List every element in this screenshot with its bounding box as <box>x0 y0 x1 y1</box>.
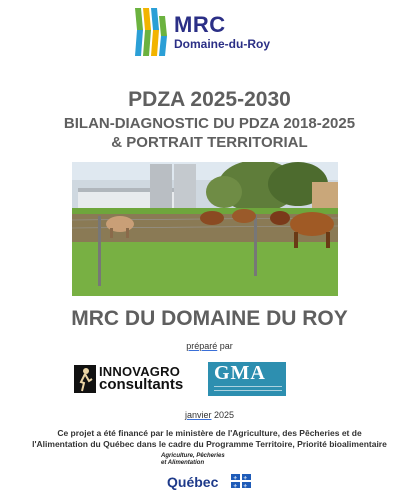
funding-statement: Ce projet a été financé par le ministère de l'Agriculture, des Pêcheries et de l'Alimentation du Québec dans le cadre du Programme Territoire, Priorité bioalimentaire <box>32 428 387 449</box>
quebec-flag-icon <box>231 474 251 488</box>
innovagro-subtitle: consultants <box>99 376 184 393</box>
svg-text:⚜: ⚜ <box>243 475 248 482</box>
prepared-by <box>0 341 419 351</box>
document-subtitle-line1: BILAN-DIAGNOSTIC DU PDZA 2018-2025 <box>63 115 356 132</box>
document-subtitle-line2: & PORTRAIT TERRITORIAL <box>111 134 308 151</box>
logo-subtitle: Domaine-du-Roy <box>174 37 270 51</box>
farm-photo <box>72 162 338 296</box>
quebec-name: Québec <box>167 474 219 490</box>
logo-name: MRC <box>174 12 226 37</box>
date-year: 2025 <box>211 410 235 420</box>
gma-tagline-lines <box>214 386 282 391</box>
gma-name: GMA <box>214 362 266 384</box>
mrc-logo-mark-icon <box>132 6 172 60</box>
innovagro-name: INNOVAGRO <box>99 364 181 379</box>
svg-text:⚜: ⚜ <box>233 483 238 488</box>
mrc-title: MRC DU DOMAINE DU ROY <box>71 307 348 330</box>
ministry-line-2: et Alimentation <box>161 460 205 466</box>
ministry-line-1: Agriculture, Pêcheries <box>161 453 225 459</box>
svg-text:⚜: ⚜ <box>243 483 248 488</box>
date-month: janvier <box>184 410 212 420</box>
quebec-logo <box>161 453 261 493</box>
mrc-logo <box>132 6 292 62</box>
date <box>0 410 419 420</box>
prepared-word: préparé <box>186 341 218 351</box>
innovagro-figure-icon <box>74 365 96 393</box>
gma-logo <box>208 362 286 396</box>
prepared-suffix: par <box>217 341 233 351</box>
innovagro-logo <box>74 364 198 394</box>
document-title: PDZA 2025-2030 <box>128 88 291 111</box>
svg-text:⚜: ⚜ <box>233 475 238 482</box>
